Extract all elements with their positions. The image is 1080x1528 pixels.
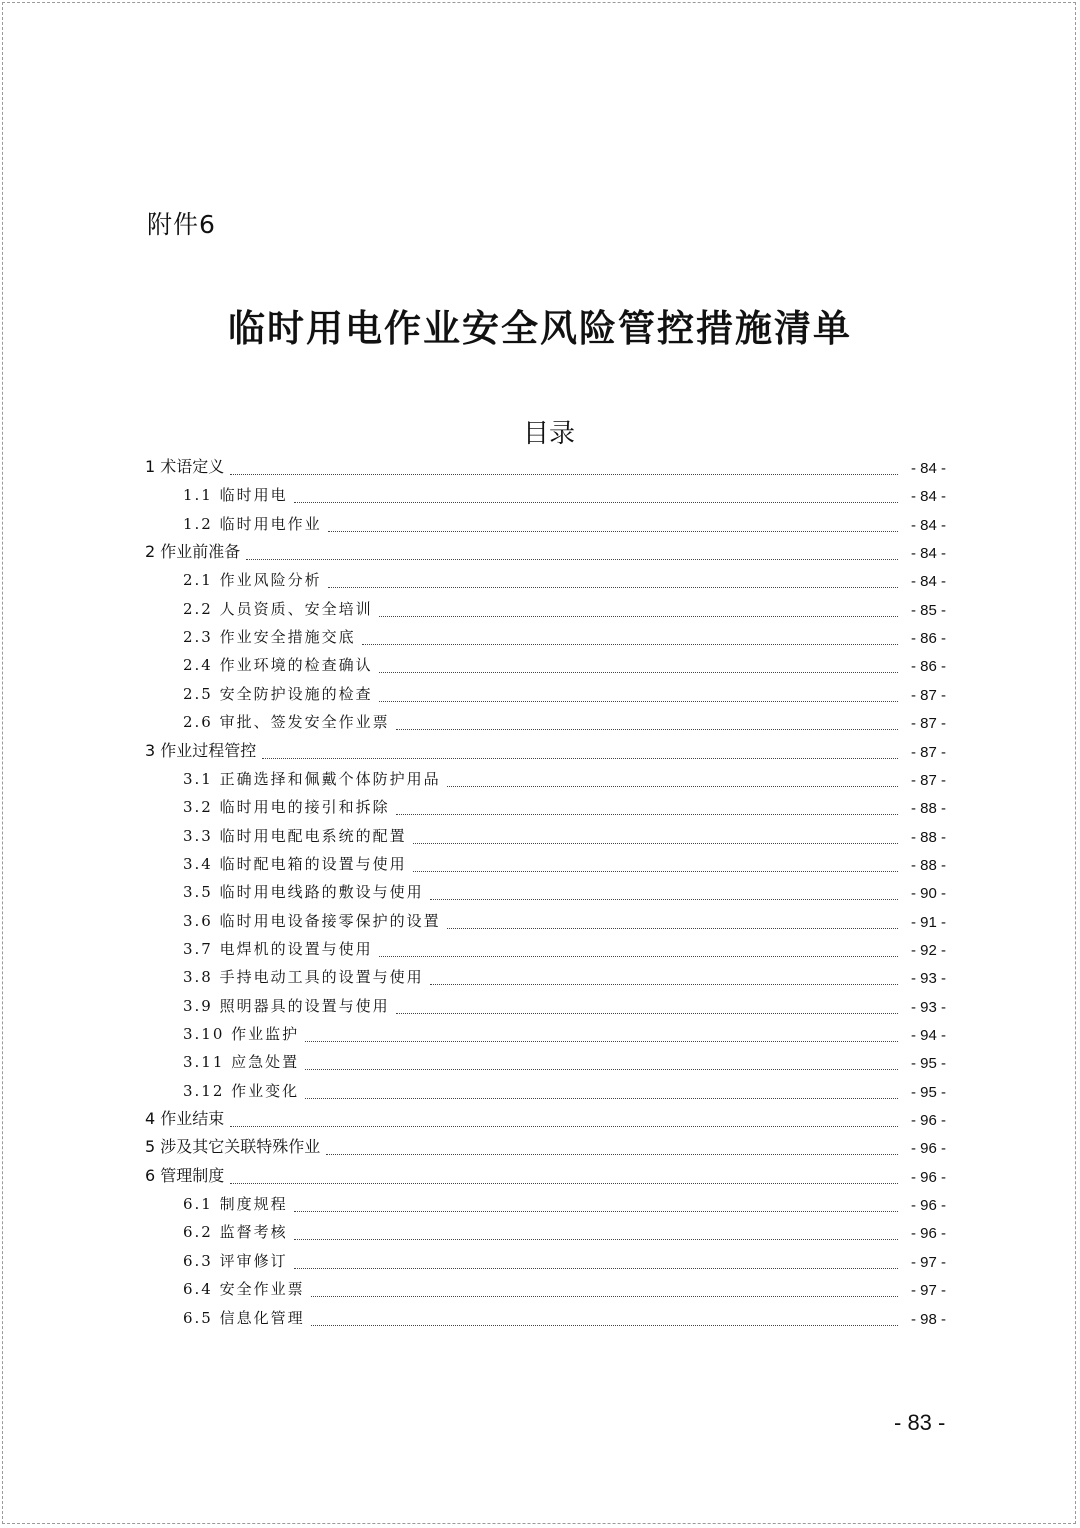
toc-entry-label: 6.4 安全作业票 (183, 1280, 305, 1298)
toc-entry-label: 2.6 审批、签发安全作业票 (183, 713, 390, 731)
toc-entry[interactable] (0, 483, 1080, 511)
toc-entry[interactable] (0, 1022, 1080, 1050)
toc-leader-dots (379, 701, 898, 702)
page-number: - 83 - (894, 1410, 946, 1435)
toc-entry-label: 3.7 电焊机的设置与使用 (183, 940, 373, 958)
toc-entry[interactable] (0, 653, 1080, 681)
toc-entry[interactable] (0, 682, 1080, 710)
toc-entry[interactable] (0, 455, 1080, 483)
toc-leader-dots (379, 616, 898, 617)
toc-entry-page: - 87 - (910, 715, 946, 732)
toc-entry[interactable] (0, 1306, 1080, 1334)
toc-entry[interactable] (0, 852, 1080, 880)
toc-leader-dots (328, 531, 898, 532)
toc-entry-label: 1.2 临时用电作业 (183, 515, 322, 533)
toc-entry-page: - 84 - (910, 488, 946, 505)
toc-leader-dots (311, 1325, 898, 1326)
toc-entry[interactable] (0, 767, 1080, 795)
toc-entry-page: - 96 - (910, 1169, 946, 1186)
toc-entry-label: 4 作业结束 (145, 1109, 225, 1128)
toc-entry-label: 3.6 临时用电设备接零保护的设置 (183, 912, 441, 930)
toc-leader-dots (447, 786, 898, 787)
toc-leader-dots (362, 644, 898, 645)
toc-entry-label: 2 作业前准备 (145, 542, 241, 561)
toc-entry-label: 6.3 评审修订 (183, 1252, 288, 1270)
toc-entry[interactable] (0, 1277, 1080, 1305)
toc-entry-page: - 87 - (910, 772, 946, 789)
toc-entry[interactable] (0, 1220, 1080, 1248)
toc-entry-page: - 84 - (910, 573, 946, 590)
toc-entry-label: 6.1 制度规程 (183, 1195, 288, 1213)
toc-entry[interactable] (0, 739, 1080, 767)
toc-entry-page: - 98 - (910, 1311, 946, 1328)
toc-leader-dots (294, 1239, 898, 1240)
toc-entry-page: - 96 - (910, 1225, 946, 1242)
toc-entry[interactable] (0, 1079, 1080, 1107)
toc-entry[interactable] (0, 540, 1080, 568)
toc-leader-dots (230, 474, 898, 475)
toc-entry-page: - 86 - (910, 630, 946, 647)
toc-entry[interactable] (0, 824, 1080, 852)
toc-entry[interactable] (0, 965, 1080, 993)
toc-entry-label: 6.5 信息化管理 (183, 1309, 305, 1327)
toc-leader-dots (430, 984, 898, 985)
toc-entry[interactable] (0, 710, 1080, 738)
toc-leader-dots (230, 1126, 898, 1127)
toc-leader-dots (413, 843, 898, 844)
toc-entry-label: 2.4 作业环境的检查确认 (183, 656, 373, 674)
toc-entry-page: - 97 - (910, 1282, 946, 1299)
toc-entry-page: - 95 - (910, 1055, 946, 1072)
toc-leader-dots (305, 1098, 898, 1099)
toc-leader-dots (262, 758, 898, 759)
toc-entry-label: 5 涉及其它关联特殊作业 (145, 1137, 321, 1156)
document-title: 临时用电作业安全风险管控措施清单 (228, 307, 852, 350)
toc-entry-label: 3.3 临时用电配电系统的配置 (183, 827, 407, 845)
toc-entry[interactable] (0, 1107, 1080, 1135)
toc-entry[interactable] (0, 994, 1080, 1022)
toc-entry-label: 2.3 作业安全措施交底 (183, 628, 356, 646)
toc-leader-dots (430, 899, 898, 900)
toc-entry-page: - 94 - (910, 1027, 946, 1044)
toc-entry-label: 3.11 应急处置 (183, 1053, 300, 1071)
toc-entry[interactable] (0, 1164, 1080, 1192)
toc-leader-dots (396, 729, 898, 730)
toc-leader-dots (305, 1069, 898, 1070)
toc-entry-label: 2.5 安全防护设施的检查 (183, 685, 373, 703)
toc-heading: 目录 (522, 419, 575, 449)
toc-leader-dots (311, 1296, 898, 1297)
toc-entry-label: 1 术语定义 (145, 457, 225, 476)
toc-entry-label: 2.1 作业风险分析 (183, 571, 322, 589)
toc-entry[interactable] (0, 795, 1080, 823)
toc-entry[interactable] (0, 937, 1080, 965)
toc-entry-label: 3.9 照明器具的设置与使用 (183, 997, 390, 1015)
toc-entry[interactable] (0, 909, 1080, 937)
toc-leader-dots (379, 956, 898, 957)
toc-entry[interactable] (0, 512, 1080, 540)
toc-entry-page: - 93 - (910, 970, 946, 987)
toc-entry-label: 3.4 临时配电箱的设置与使用 (183, 855, 407, 873)
toc-entry[interactable] (0, 625, 1080, 653)
toc-entry-page: - 84 - (910, 460, 946, 477)
toc-entry-label: 2.2 人员资质、安全培训 (183, 600, 373, 618)
toc-entry[interactable] (0, 1050, 1080, 1078)
toc-entry-label: 3.12 作业变化 (183, 1082, 300, 1100)
toc-entry-page: - 96 - (910, 1140, 946, 1157)
toc-entry-page: - 85 - (910, 602, 946, 619)
toc-entry[interactable] (0, 1249, 1080, 1277)
toc-leader-dots (328, 587, 898, 588)
toc-entry[interactable] (0, 568, 1080, 596)
toc-entry-page: - 87 - (910, 687, 946, 704)
toc-entry-page: - 92 - (910, 942, 946, 959)
toc-leader-dots (230, 1183, 898, 1184)
toc-entry[interactable] (0, 880, 1080, 908)
toc-entry-page: - 91 - (910, 914, 946, 931)
toc-leader-dots (294, 1211, 898, 1212)
toc-leader-dots (326, 1154, 898, 1155)
toc-entry-label: 3.8 手持电动工具的设置与使用 (183, 968, 424, 986)
toc-leader-dots (305, 1041, 898, 1042)
toc-entry[interactable] (0, 1135, 1080, 1163)
toc-leader-dots (447, 928, 898, 929)
toc-entry-page: - 88 - (910, 857, 946, 874)
toc-entry-page: - 84 - (910, 517, 946, 534)
toc-entry-label: 3.5 临时用电线路的敷设与使用 (183, 883, 424, 901)
toc-entry-label: 6 管理制度 (145, 1166, 225, 1185)
toc-entry-page: - 93 - (910, 999, 946, 1016)
toc-entry-page: - 88 - (910, 829, 946, 846)
toc-entry-page: - 96 - (910, 1197, 946, 1214)
annex-label: 附件6 (147, 210, 216, 239)
toc-leader-dots (396, 1013, 898, 1014)
toc-entry-label: 3.1 正确选择和佩戴个体防护用品 (183, 770, 441, 788)
toc-leader-dots (294, 1268, 898, 1269)
toc-entry-page: - 96 - (910, 1112, 946, 1129)
toc-entry-label: 1.1 临时用电 (183, 486, 288, 504)
toc-leader-dots (396, 814, 898, 815)
toc-leader-dots (294, 502, 898, 503)
toc-entry-page: - 87 - (910, 744, 946, 761)
toc-entry[interactable] (0, 1192, 1080, 1220)
toc-entry[interactable] (0, 597, 1080, 625)
toc-leader-dots (379, 672, 898, 673)
toc-leader-dots (413, 871, 898, 872)
toc-entry-label: 3.2 临时用电的接引和拆除 (183, 798, 390, 816)
toc-entry-page: - 88 - (910, 800, 946, 817)
toc-entry-page: - 84 - (910, 545, 946, 562)
toc-leader-dots (246, 559, 898, 560)
toc-entry-label: 3 作业过程管控 (145, 741, 257, 760)
toc-entry-page: - 86 - (910, 658, 946, 675)
toc-entry-page: - 97 - (910, 1254, 946, 1271)
toc-entry-page: - 90 - (910, 885, 946, 902)
toc-entry-page: - 95 - (910, 1084, 946, 1101)
toc-entry-label: 3.10 作业监护 (183, 1025, 300, 1043)
toc-entry-label: 6.2 监督考核 (183, 1223, 288, 1241)
